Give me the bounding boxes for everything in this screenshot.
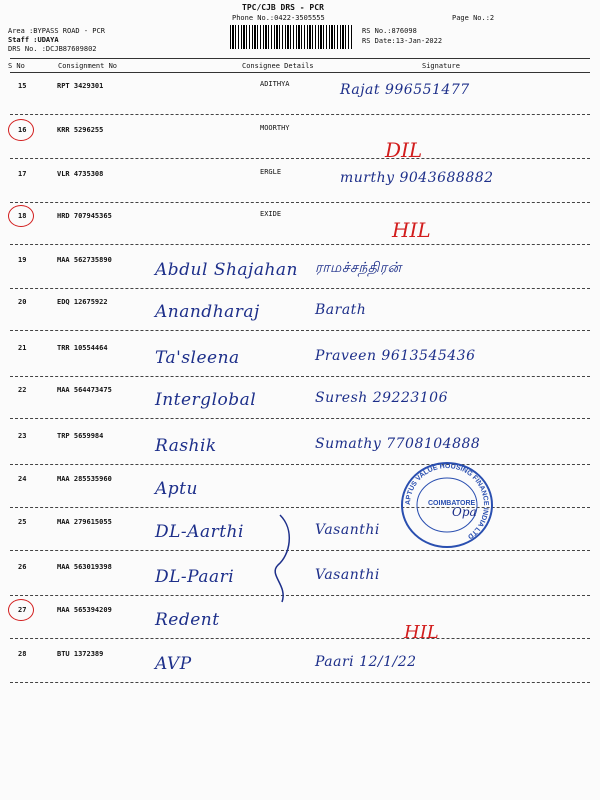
row-handwritten-consignee: Interglobal (155, 390, 257, 410)
row-sno: 25 (18, 518, 27, 526)
handwriting-strokes (260, 510, 300, 610)
row-consignment: MAA 564473475 (57, 386, 112, 394)
row-sno: 24 (18, 475, 27, 483)
row-consignee: MOORTHY (260, 124, 290, 132)
row-signature: Vasanthi (315, 522, 380, 538)
row-handwritten-consignee: Aptu (155, 479, 198, 499)
stamp-company-text: APTUS VALUE HOUSING FINANCE INDIA LTD (404, 462, 490, 540)
row-sno: 27 (18, 606, 27, 614)
row-signature: Praveen 9613545436 (315, 348, 476, 364)
row-sno: 16 (18, 126, 27, 134)
page-number: Page No.:2 (452, 14, 495, 22)
rs-date: RS Date:13-Jan-2022 (362, 37, 443, 45)
document-title: TPC/CJB DRS - PCR (242, 3, 324, 12)
row-divider (10, 288, 590, 289)
hil-annotation-1: HIL (392, 218, 431, 242)
row-signature: Barath (315, 302, 367, 318)
row-handwritten-consignee: Ta'sleena (155, 348, 240, 368)
row-sno: 26 (18, 563, 27, 571)
row-consignee: EXIDE (260, 210, 282, 218)
row-divider (10, 550, 590, 551)
barcode (230, 25, 352, 49)
row-sno: 21 (18, 344, 27, 352)
row-consignment: VLR 4735308 (57, 170, 104, 178)
row-consignment: HRD 707945365 (57, 212, 112, 220)
row-consignment: MAA 563019398 (57, 563, 112, 571)
row-consignment: TRP 5659984 (57, 432, 104, 440)
row-circle-mark (8, 205, 34, 227)
hil-annotation-2: HIL (404, 622, 439, 643)
row-divider (10, 114, 590, 115)
row-sno: 22 (18, 386, 27, 394)
row-handwritten-consignee: AVP (155, 654, 192, 674)
row-divider (10, 464, 590, 465)
row-circle-mark (8, 599, 34, 621)
row-consignment: TRR 10554464 (57, 344, 108, 352)
row-divider (10, 244, 590, 245)
row-signature: Vasanthi (315, 567, 380, 583)
row-consignment: MAA 285535960 (57, 475, 112, 483)
row-signature: Suresh 29223106 (315, 390, 448, 406)
column-header-consignee: Consignee Details (242, 62, 314, 70)
rs-number: RS No.:876098 (362, 27, 417, 35)
row-divider (10, 376, 590, 377)
row-sno: 17 (18, 170, 27, 178)
row-divider (10, 682, 590, 683)
row-handwritten-consignee: Anandharaj (155, 302, 260, 322)
header-rule-top (10, 58, 590, 59)
row-divider (10, 202, 590, 203)
row-signature: murthy 9043688882 (340, 170, 494, 186)
row-divider (10, 158, 590, 159)
row-consignment: KRR 5296255 (57, 126, 104, 134)
staff-label: Staff :UDAYA (8, 36, 59, 44)
row-divider (10, 330, 590, 331)
stamp-signature: Opa (452, 505, 477, 519)
row-consignee: ADITHYA (260, 80, 290, 88)
row-divider (10, 638, 590, 639)
row-signature: Sumathy 7708104888 (315, 436, 481, 452)
row-consignment: MAA 279615055 (57, 518, 112, 526)
row-handwritten-consignee: DL-Paari (155, 567, 235, 587)
header-rule-bottom (10, 72, 590, 73)
column-header-signature: Signature (422, 62, 460, 70)
row-consignment: BTU 1372389 (57, 650, 104, 658)
row-sno: 15 (18, 82, 27, 90)
row-handwritten-consignee: DL-Aarthi (155, 522, 244, 542)
row-divider (10, 507, 590, 508)
drs-number: DRS No. :DCJB87609802 (8, 45, 97, 53)
row-consignment: MAA 565394209 (57, 606, 112, 614)
row-sno: 20 (18, 298, 27, 306)
row-sno: 18 (18, 212, 27, 220)
phone-number: Phone No.:0422-3505555 (232, 14, 325, 22)
row-consignment: EDQ 12675922 (57, 298, 108, 306)
row-signature: Paari 12/1/22 (315, 654, 417, 670)
area-label: Area :BYPASS ROAD - PCR (8, 27, 105, 35)
row-sno: 23 (18, 432, 27, 440)
column-header-consignment: Consignment No (58, 62, 118, 70)
dil-annotation: DIL (385, 138, 423, 162)
column-header-sno: S No (8, 62, 25, 70)
row-sno: 28 (18, 650, 27, 658)
row-circle-mark (8, 119, 34, 141)
row-consignment: MAA 562735890 (57, 256, 112, 264)
row-divider (10, 595, 590, 596)
row-handwritten-consignee: Redent (155, 610, 220, 630)
row-sno: 19 (18, 256, 27, 264)
row-signature: ராமச்சந்திரன் (315, 260, 402, 276)
stamp-city-text: COIMBATORE (428, 500, 476, 507)
row-signature: Rajat 996551477 (340, 82, 470, 98)
row-consignee: ERGLE (260, 168, 282, 176)
row-divider (10, 418, 590, 419)
row-handwritten-consignee: Rashik (155, 436, 217, 456)
row-handwritten-consignee: Abdul Shajahan (155, 260, 298, 280)
row-consignment: RPT 3429301 (57, 82, 104, 90)
